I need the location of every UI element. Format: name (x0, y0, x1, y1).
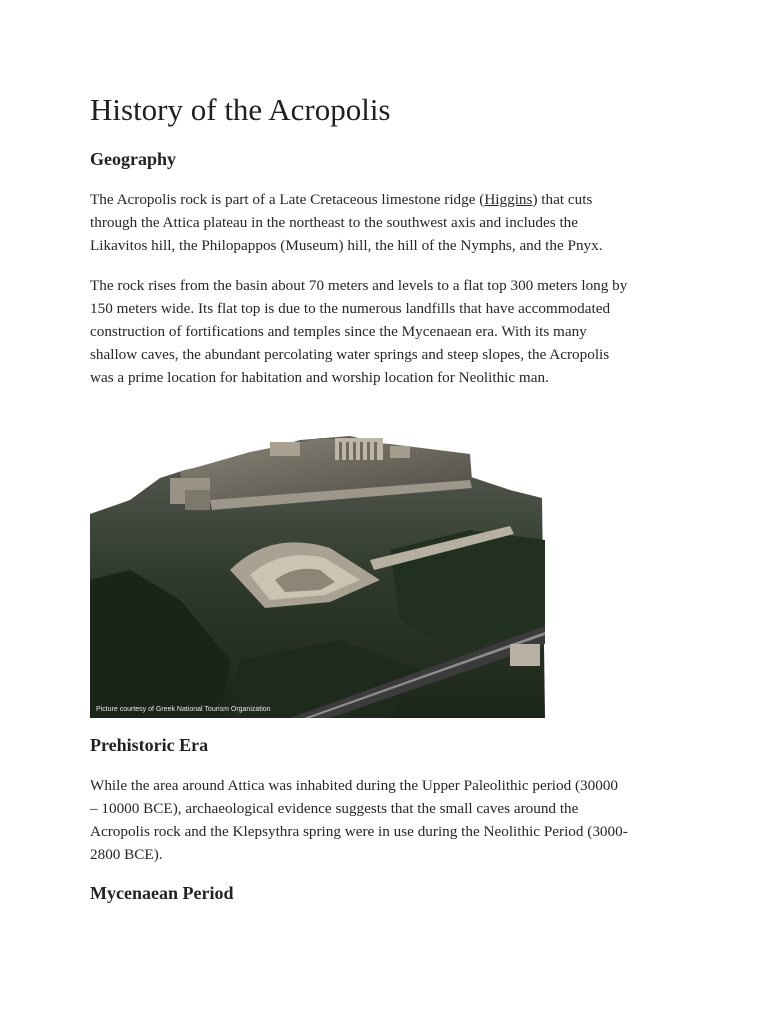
page-title: History of the Acropolis (90, 92, 391, 127)
section-heading-prehistoric: Prehistoric Era (90, 735, 209, 755)
paragraph-line: 2800 BCE). (90, 846, 163, 863)
paragraph-line: 150 meters wide. Its flat top is due to the numerous landfills that have accommodated (90, 300, 611, 317)
paragraph-line: construction of fortifications and temples since the Mycenaean era. With its many (90, 323, 587, 340)
paragraph-line: was a prime location for habitation and worship location for Neolithic man. (90, 369, 549, 386)
paragraph-line: The Acropolis rock is part of a Late Cretaceous limestone ridge (Higgins) that cuts (90, 191, 593, 208)
section-heading-geography: Geography (90, 149, 177, 169)
paragraph-line: While the area around Attica was inhabited during the Upper Paleolithic period (30000 (90, 777, 619, 794)
section-heading-mycenaean: Mycenaean Period (90, 883, 234, 903)
higgins-link[interactable]: Higgins (484, 191, 533, 208)
paragraph-line: The rock rises from the basin about 70 meters and levels to a flat top 300 meters long by (90, 277, 628, 294)
paragraph-line: – 10000 BCE), archaeological evidence suggests that the small caves around the (90, 800, 579, 817)
paragraph-line: Likavitos hill, the Philopappos (Museum) hill, the hill of the Nymphs, and the Pnyx. (90, 237, 603, 254)
paragraph-line: shallow caves, the abundant percolating water springs and steep slopes, the Acropolis (90, 346, 610, 363)
paragraph-line: Acropolis rock and the Klepsythra spring were in use during the Neolithic Period (3000- (90, 823, 628, 840)
image-caption: Picture courtesy of Greek National Tourism Organization (96, 706, 271, 713)
acropolis-aerial-photo (90, 430, 545, 718)
paragraph-line: through the Attica plateau in the northeast to the southwest axis and includes the (90, 214, 578, 231)
